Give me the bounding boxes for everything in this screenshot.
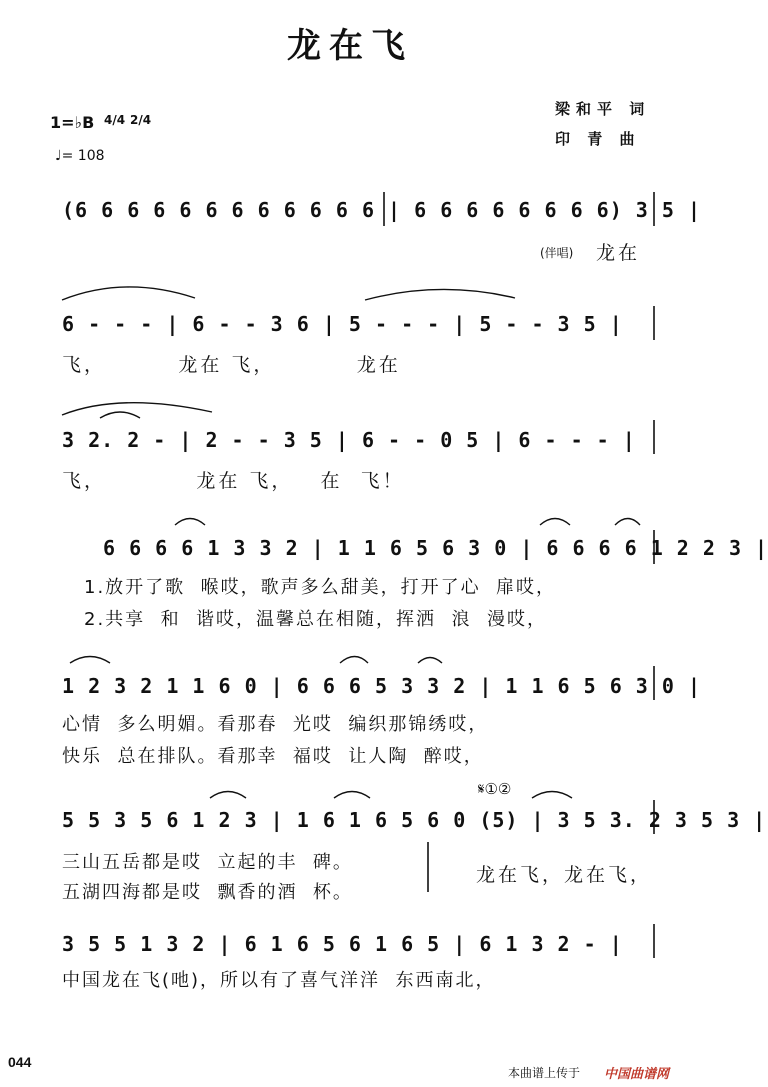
upload-source-text: 本曲谱上传于 — [508, 1066, 581, 1080]
score-line-3-lyric: 飞， 龙在 飞， 在 飞！ — [62, 470, 405, 492]
score-line-4-lyric-verse-2: 2.共享 和 谐哎，温馨总在相随，挥洒 浪 漫哎， — [84, 609, 547, 630]
composer-credit: 印 青 曲 — [555, 130, 641, 148]
time-signature-primary: 4/4 — [104, 113, 126, 127]
bar-lines — [384, 192, 654, 958]
score-line-6-lyric-verse-1: 三山五岳都是哎 立起的丰 碑。 — [62, 852, 353, 873]
song-title: 龙在飞 — [287, 26, 413, 66]
tempo-marking: ♩= 108 — [55, 148, 105, 164]
score-line-1-aside: (伴唱) — [540, 246, 574, 260]
key-signature: 1=♭B — [50, 113, 95, 132]
score-line-5-lyric-verse-1: 心情 多么明媚。看那春 光哎 编织那锦绣哎， — [62, 714, 489, 735]
score-line-1-aside-lyric: 龙在 — [596, 242, 641, 264]
site-logo: 中国曲谱网 — [604, 1067, 670, 1082]
score-line-4-notes: 6 6 6 6 1 3 3 2 | 1 1 6 5 6 3 0 | 6 6 6 6 1 2 2 3 | — [103, 536, 768, 560]
segno-repeat-marker: 𝄋①② — [478, 780, 512, 798]
score-line-5-notes: 1 2 3 2 1 1 6 0 | 6 6 6 5 3 3 2 | 1 1 6 5 6 3 0 | — [62, 674, 702, 698]
score-line-3-notes: 3 2. 2 - | 2 - - 3 5 | 6 - - 0 5 | 6 - - - | — [62, 428, 636, 452]
slur-arcs — [62, 287, 640, 798]
score-line-7-lyric: 中国龙在飞(吔)，所以有了喜气洋洋 东西南北， — [62, 970, 496, 991]
score-line-6-aside-lyric: 龙在飞，龙在飞， — [476, 864, 653, 886]
score-line-2-notes: 6 - - - | 6 - - 3 6 | 5 - - - | 5 - - 3 5 | — [62, 312, 623, 336]
lyricist-credit: 梁和平 词 — [555, 100, 651, 118]
page-number: 044 — [8, 1054, 32, 1070]
score-line-4-lyric-verse-1: 1.放开了歌 喉哎，歌声多么甜美，打开了心 扉哎， — [84, 577, 557, 598]
score-line-5-lyric-verse-2: 快乐 总在排队。看那幸 福哎 让人陶 醉哎， — [62, 746, 484, 767]
score-line-1-notes: (6 6 6 6 6 6 6 6 6 6 6 6 | 6 6 6 6 6 6 6 6) 3 5 | — [62, 198, 702, 222]
score-line-2-lyric: 飞， 龙在 飞， 龙在 — [62, 354, 401, 376]
score-line-7-notes: 3 5 5 1 3 2 | 6 1 6 5 6 1 6 5 | 6 1 3 2 - | — [62, 932, 623, 956]
score-line-6-lyric-verse-2: 五湖四海都是哎 飘香的酒 杯。 — [62, 882, 353, 903]
time-signature-secondary: 2/4 — [130, 113, 152, 127]
score-line-6-notes: 5 5 3 5 6 1 2 3 | 1 6 1 6 5 6 0 (5) | 3 5 3. 2 3 5 3 | — [62, 808, 767, 832]
